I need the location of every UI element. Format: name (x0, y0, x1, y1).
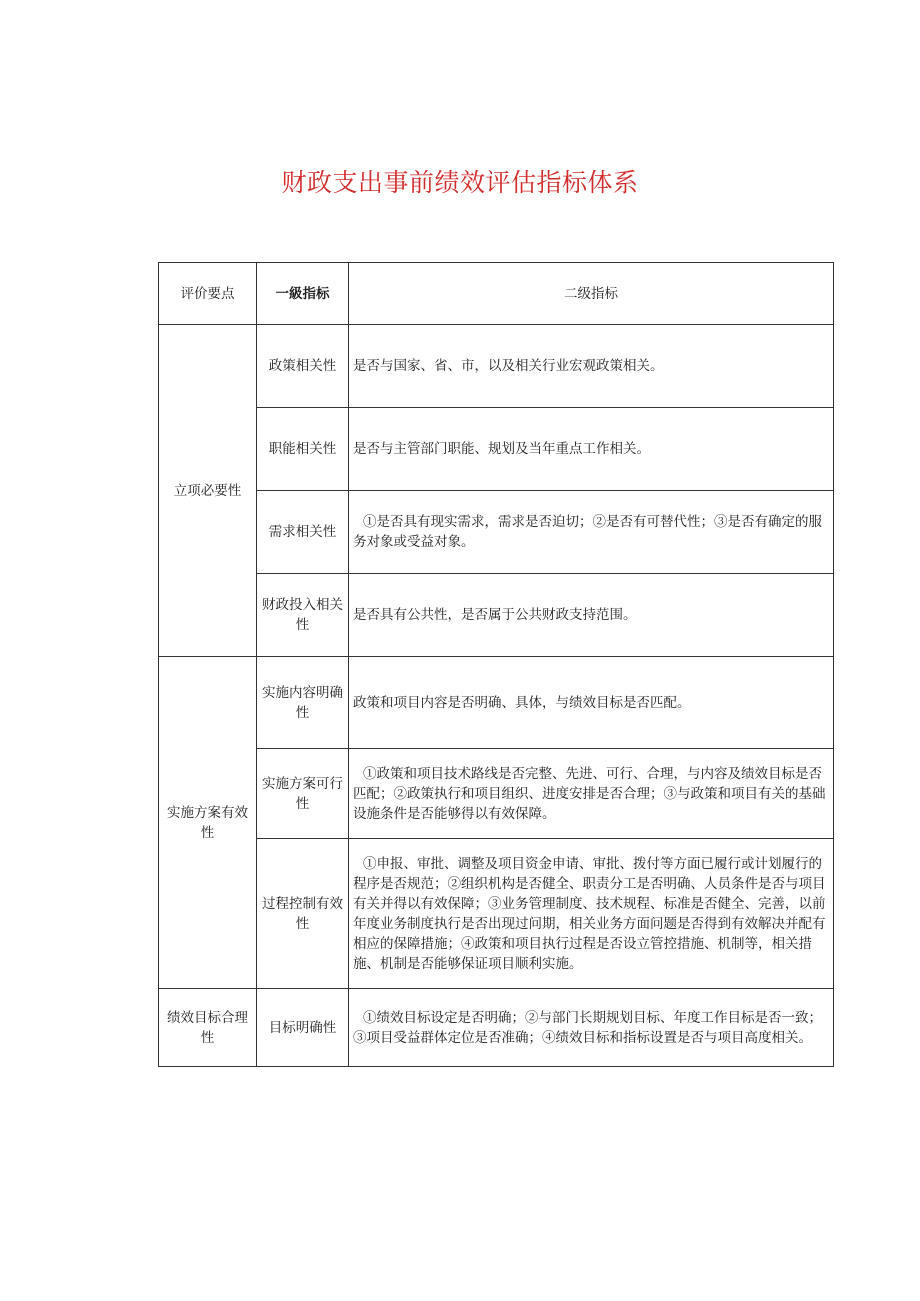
primary-indicator: 财政投入相关性 (257, 574, 349, 657)
secondary-indicator: ①绩效目标设定是否明确；②与部门长期规划目标、年度工作目标是否一致；③项目受益群体定位是否准确；④绩效目标和指标设置是否与项目高度相关。 (349, 989, 834, 1067)
table-row (159, 989, 834, 1067)
group-name: 立项必要性 (159, 325, 257, 657)
table-row (159, 325, 834, 408)
secondary-indicator: 是否与主管部门职能、规划及当年重点工作相关。 (349, 408, 834, 491)
group-name: 绩效目标合理性 (159, 989, 257, 1067)
header-evaluation-point: 评价要点 (159, 263, 257, 325)
indicator-table (158, 262, 834, 1067)
table-row (159, 491, 834, 574)
primary-indicator: 需求相关性 (257, 491, 349, 574)
primary-indicator: 政策相关性 (257, 325, 349, 408)
group-name: 实施方案有效性 (159, 657, 257, 989)
header-secondary-indicator: 二级指标 (349, 263, 834, 325)
primary-indicator: 过程控制有效性 (257, 839, 349, 989)
primary-indicator: 实施方案可行性 (257, 749, 349, 839)
secondary-indicator: 是否具有公共性，是否属于公共财政支持范围。 (349, 574, 834, 657)
table-row (159, 574, 834, 657)
primary-indicator: 目标明确性 (257, 989, 349, 1067)
primary-indicator: 职能相关性 (257, 408, 349, 491)
table-row (159, 657, 834, 749)
secondary-indicator: ①申报、审批、调整及项目资金申请、审批、拨付等方面已履行或计划履行的程序是否规范；②组织机构是否健全、职责分工是否明确、人员条件是否与项目有关并得以有效保障；③业务管理制度、技术规程、标准是否健全、完善，以前年度业务制度执行是否出现过问期，相关业务方面问题是否得到有效解决并配有相应的保障措施；④政策和项目执行过程是否设立管控措施、机制等，相关措施、机制是否能够保证项目顺利实施。 (349, 839, 834, 989)
secondary-indicator: ①是否具有现实需求，需求是否迫切；②是否有可替代性；③是否有确定的服务对象或受益对象。 (349, 491, 834, 574)
secondary-indicator: 政策和项目内容是否明确、具体，与绩效目标是否匹配。 (349, 657, 834, 749)
secondary-indicator: ①政策和项目技术路线是否完整、先进、可行、合理，与内容及绩效目标是否匹配；②政策执行和项目组织、进度安排是否合理；③与政策和项目有关的基础设施条件是否能够得以有效保障。 (349, 749, 834, 839)
table-row (159, 749, 834, 839)
secondary-indicator: 是否与国家、省、市，以及相关行业宏观政策相关。 (349, 325, 834, 408)
document-title: 财政支出事前绩效评估指标体系 (281, 168, 639, 197)
table-row (159, 408, 834, 491)
primary-indicator: 实施内容明确性 (257, 657, 349, 749)
header-primary-indicator: 一級指标 (257, 263, 349, 325)
table-header-row (159, 263, 834, 325)
table-row (159, 839, 834, 989)
